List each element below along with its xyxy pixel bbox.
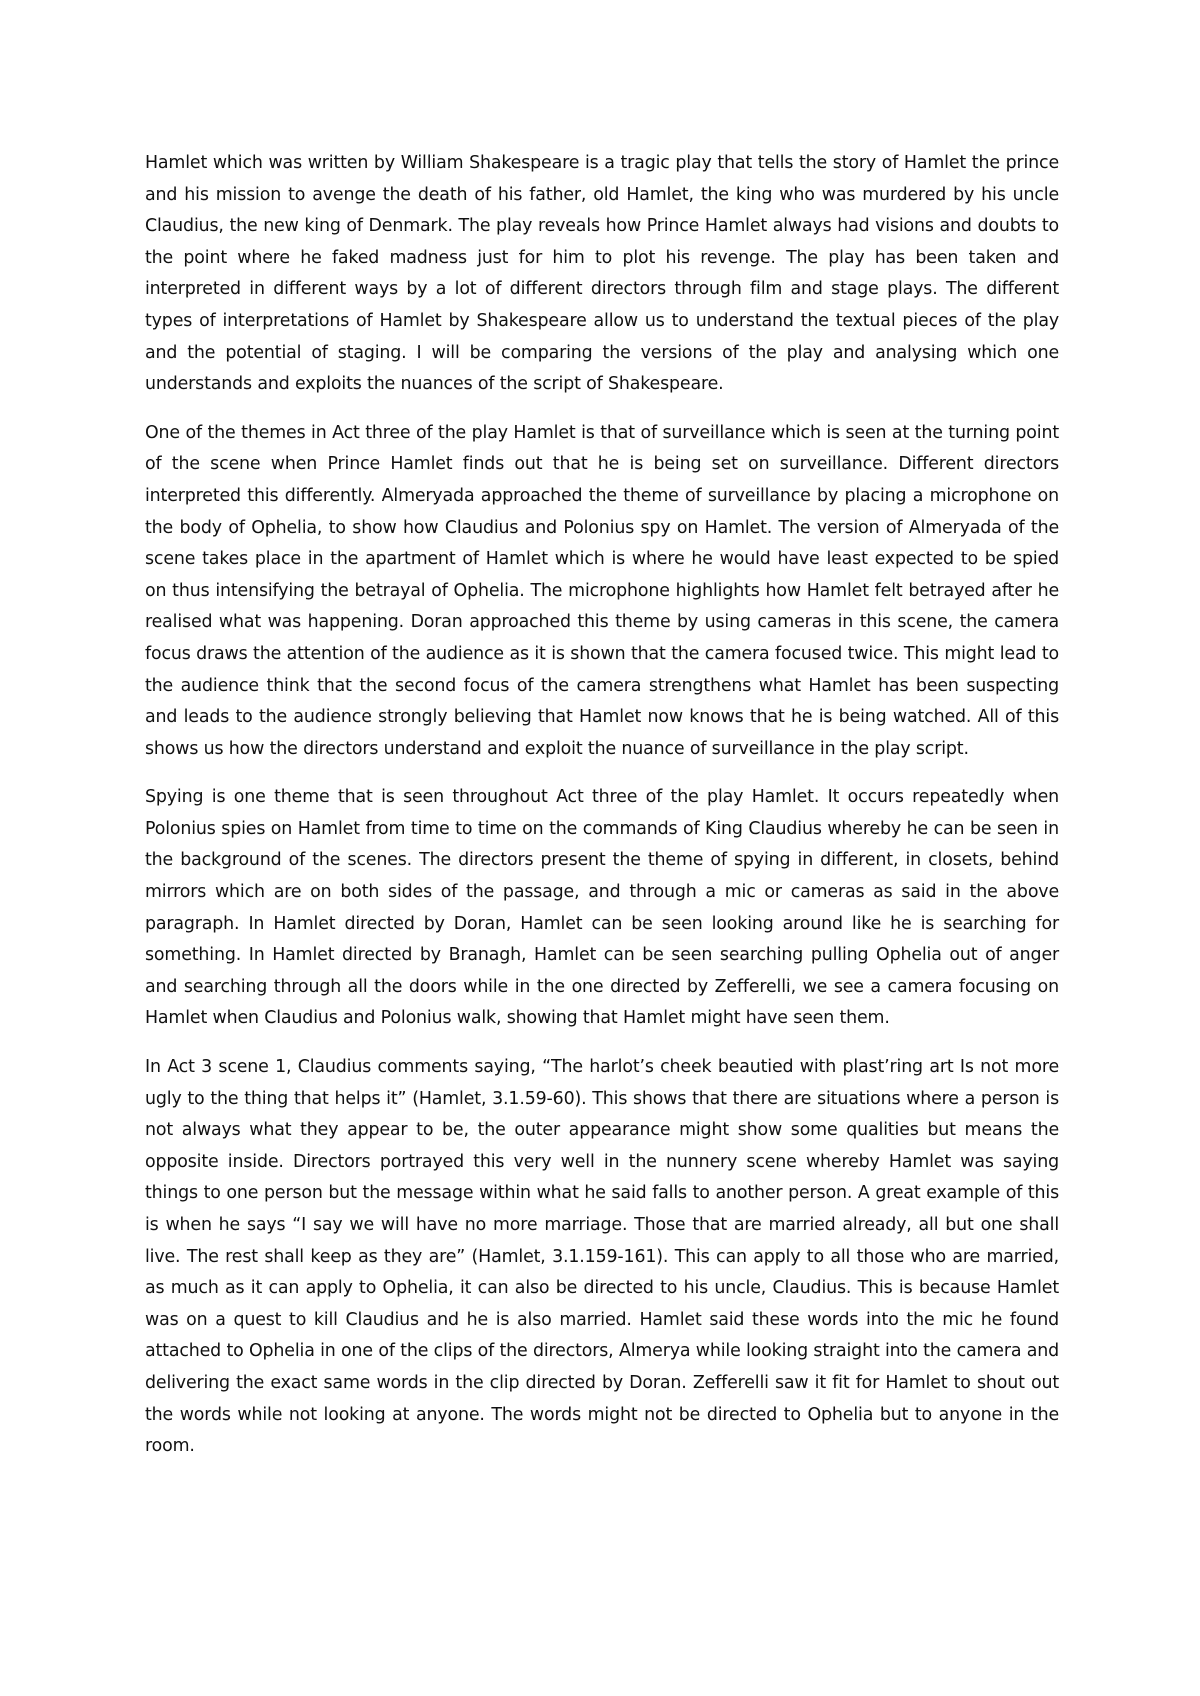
document-body — [145, 148, 1059, 1480]
paragraph-2: One of the themes in Act three of the play Hamlet is that of surveillance which is seen at the turning point of the scene when Prince Hamlet finds out that he is being set on surveillance. Different directors interpreted this differently. Almeryada approached the theme of surveillance by placing a microphone on the body of Ophelia, to show how Claudius and Polonius spy on Hamlet. The version of Almeryada of the scene takes place in the apartment of Hamlet which is where he would have least expected to be spied on thus intensifying the betrayal of Ophelia. The microphone highlights how Hamlet felt betrayed after he realised what was happening. Doran approached this theme by using cameras in this scene, the camera focus draws the attention of the audience as it is shown that the camera focused twice. This might lead to the audience think that the second focus of the camera strengthens what Hamlet has been suspecting and leads to the audience strongly believing that Hamlet now knows that he is being watched. All of this shows us how the directors understand and exploit the nuance of surveillance in the play script. — [145, 422, 1059, 759]
paragraph-1: Hamlet which was written by William Shakespeare is a tragic play that tells the story of Hamlet the prince and his mission to avenge the death of his father, old Hamlet, the king who was murdered by his uncle Claudius, the new king of Denmark. The play reveals how Prince Hamlet always had visions and doubts to the point where he faked madness just for him to plot his revenge. The play has been taken and interpreted in different ways by a lot of different directors through film and stage plays. The different types of interpretations of Hamlet by Shakespeare allow us to understand the textual pieces of the play and the potential of staging. I will be comparing the versions of the play and analysing which one understands and exploits the nuances of the script of Shakespeare. — [145, 153, 1059, 395]
paragraph-3: Spying is one theme that is seen throughout Act three of the play Hamlet. It occurs repeatedly when Polonius spies on Hamlet from time to time on the commands of King Claudius whereby he can be seen in the background of the scenes. The directors present the theme of spying in different, in closets, behind mirrors which are on both sides of the passage, and through a mic or cameras as said in the above paragraph. In Hamlet directed by Doran, Hamlet can be seen looking around like he is searching for something. In Hamlet directed by Branagh, Hamlet can be seen searching pulling Ophelia out of anger and searching through all the doors while in the one directed by Zefferelli, we see a camera focusing on Hamlet when Claudius and Polonius walk, showing that Hamlet might have seen them. — [145, 787, 1059, 1029]
paragraph-4: In Act 3 scene 1, Claudius comments saying, “The harlot’s cheek beautied with plast’ring art Is not more ugly to the thing that helps it” (Hamlet, 3.1.59-60). This shows that there are situations where a person is not always what they appear to be, the outer appearance might show some qualities but means the opposite inside. Directors portrayed this very well in the nunnery scene whereby Hamlet was saying things to one person but the message within what he said falls to another person. A great example of this is when he says “I say we will have no more marriage. Those that are married already, all but one shall live. The rest shall keep as they are” (Hamlet, 3.1.159-161). This can apply to all those who are married, as much as it can apply to Ophelia, it can also be directed to his uncle, Claudius. This is because Hamlet was on a quest to kill Claudius and he is also married. Hamlet said these words into the mic he found attached to Ophelia in one of the clips of the directors, Almerya while looking straight into the camera and delivering the exact same words in the clip directed by Doran. Zefferelli saw it fit for Hamlet to shout out the words while not looking at anyone. The words might not be directed to Ophelia but to anyone in the room. — [145, 1057, 1059, 1457]
